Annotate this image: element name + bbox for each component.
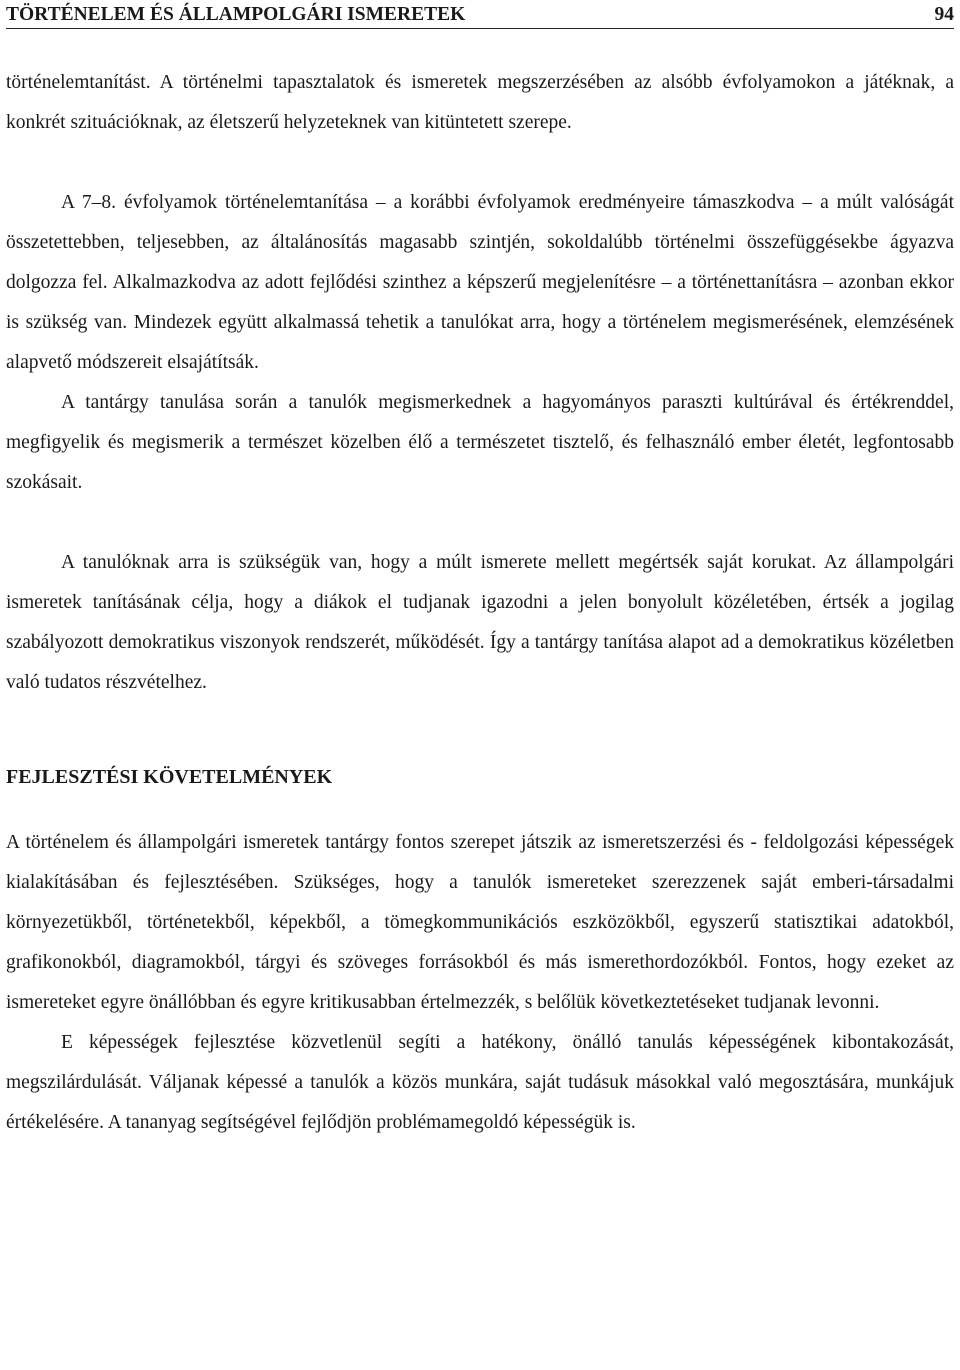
paragraph-continuation: történelemtanítást. A történelmi tapasztalatok és ismeretek megszerzésében az alsóbb évfolyamokon a játéknak, a konkrét szituációknak, az életszerű helyzeteknek van kitüntetett szerepe. [6,72,954,133]
header-title: TÖRTÉNELEM ÉS ÁLLAMPOLGÁRI ISMERETEK [6,4,466,25]
paragraph-peasant-culture: A tantárgy tanulása során a tanulók megismerkednek a hagyományos paraszti kultúrával és értékrenddel, megfigyelik és megismerik a természet közelben élő a természetet tisztelő, és felhasználó ember életét, legfontosabb szokásait. [6,392,954,493]
paragraph-development-2: E képességek fejlesztése közvetlenül segíti a hatékony, önálló tanulás képességének kibontakozását, megszilárdulását. Váljanak képessé a tanulók a közös munkára, saját tudásuk másokkal való megosztására, munkájuk értékelésére. A tananyag segítségével fejlődjön problémamegoldó képességük is. [6,1032,954,1133]
paragraph-grades-7-8: A 7–8. évfolyamok történelemtanítása – a korábbi évfolyamok eredményeire támaszkodva – a múlt valóságát összetettebben, teljesebben, az általánosítás magasabb szintjén, sokoldalúbb történelmi összefüggésekbe ágyazva dolgozza fel. Alkalmazkodva az adott fejlődési szinthez a képszerű megjelenítésre – a történettanításra – azonban ekkor is szükség van. Mindezek együtt alkalmassá tehetik a tanulókat arra, hogy a történelem megismerésének, elemzésének alapvető módszereit elsajátítsák. [6,192,954,373]
running-header [6,0,954,29]
page-number: 94 [934,4,954,25]
body-content [4,63,956,1143]
section-title: FEJLESZTÉSI KÖVETELMÉNYEK [6,766,333,788]
paragraph-citizenship: A tanulóknak arra is szükségük van, hogy a múlt ismerete mellett megértsék saját korukat. Az állampolgári ismeretek tanításának célja, hogy a diákok el tudjanak igazodni a jelen bonyolult közéletében, értsék a jogilag szabályozott demokratikus viszonyok rendszerét, működését. Így a tantárgy tanítása alapot ad a demokratikus közéletben való tudatos részvételhez. [6,552,954,693]
paragraph-development-1: A történelem és állampolgári ismeretek tantárgy fontos szerepet játszik az ismeretszerzési és - feldolgozási képességek kialakításában és fejlesztésében. Szükséges, hogy a tanulók ismereteket szerezzenek saját emberi-társadalmi környezetükből, történetekből, képekből, a tömegkommunikációs eszközökből, egyszerű statisztikai adatokból, grafikonokból, diagramokból, tárgyi és szöveges forrásokból és más ismerethordozókból. Fontos, hogy ezeket az ismereteket egyre önállóbban és egyre kritikusabban értelmezzék, s belőlük következtetéseket tudjanak levonni. [6,832,954,1013]
